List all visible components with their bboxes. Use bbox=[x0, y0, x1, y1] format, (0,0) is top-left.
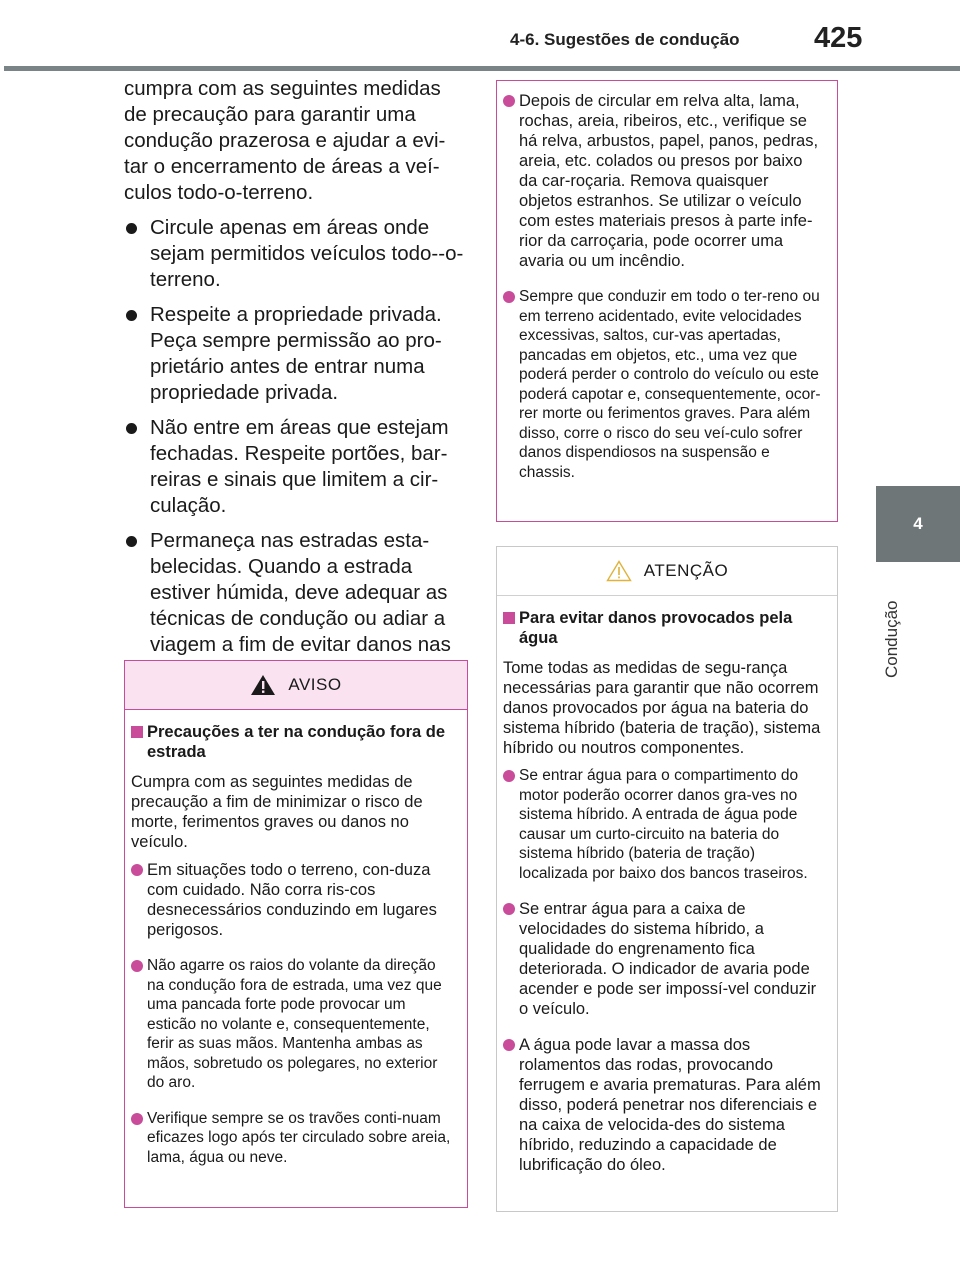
aviso-body bbox=[125, 710, 467, 1167]
bullet-icon bbox=[503, 95, 515, 107]
list-item bbox=[124, 215, 469, 293]
list-item bbox=[503, 899, 825, 1019]
aviso-heading bbox=[131, 722, 455, 762]
item-text: Sempre que conduzir em todo o ter-reno ou em terreno acidentado, evite velocidades excessivas, saltos, cur-vas apertadas, pancadas em objetos, etc., uma vez que poderá perder o controlo do veículo ou este poderá capotar e, consequentemente, ocor-rer morte ou ferimentos graves. Para além disso, corre o risco do seu veí-culo sofrer danos dispendiosos na suspensão e chassis. bbox=[519, 288, 821, 481]
atencao-label: ATENÇÃO bbox=[643, 561, 729, 580]
bullet-icon bbox=[131, 960, 143, 972]
atencao-list bbox=[503, 766, 825, 1175]
item-text: Não agarre os raios do volante da direção na condução fora de estrada, uma vez que uma pancada forte pode provocar um esticão no volante e, consequentemente, ferir as suas mãos. Mantenha ambas as mãos, sobretudo os polegares, no exterior do aro. bbox=[147, 957, 442, 1091]
list-item bbox=[503, 287, 825, 482]
bullet-text: Permaneça nas estradas esta-belecidas. Quando a estrada estiver húmida, deve adequar as técnicas de condução ou adiar a viagem a fim de evitar danos nas bbox=[150, 529, 451, 656]
list-item bbox=[503, 766, 825, 883]
aviso-intro: Cumpra com as seguintes medidas de precaução a fim de minimizar o risco de morte, ferimentos graves ou danos no veículo. bbox=[131, 773, 423, 851]
list-item bbox=[503, 91, 825, 271]
item-text: A água pode lavar a massa dos rolamentos das rodas, provocando ferrugem e avaria prematuras. Para além disso, poderá penetrar nos diferenciais e na caixa de velocida-des do sistema híbrido, reduzindo a capacidade de lubrificação do óleo. bbox=[519, 1036, 821, 1174]
bullet-text: Circule apenas em áreas onde sejam permitidos veículos todo--o-terreno. bbox=[150, 216, 464, 291]
left-column bbox=[124, 76, 469, 693]
caution-triangle-icon bbox=[606, 560, 632, 582]
atencao-body bbox=[497, 596, 837, 1175]
atencao-box bbox=[496, 546, 838, 1212]
bullet-icon bbox=[503, 291, 515, 303]
bullet-icon bbox=[131, 1113, 143, 1125]
bullet-icon bbox=[503, 903, 515, 915]
list-item bbox=[503, 1035, 825, 1175]
aviso-heading-text: Precauções a ter na condução fora de estrada bbox=[147, 723, 446, 761]
section-title: 4-6. Sugestões de condução bbox=[510, 30, 740, 49]
bullet-icon bbox=[503, 1039, 515, 1051]
page-number: 425 bbox=[814, 22, 863, 54]
item-text: Depois de circular em relva alta, lama, rochas, areia, ribeiros, etc., verifique se há relva, arbustos, papel, panos, pedras, areia, etc. colados ou presos por baixo da car-roçaria. Remova quaisquer objetos estranhos. Se utilizar o veículo com estes materiais presos à parte infe-rior da carroçaria, pode ocorrer uma avaria ou um incêndio. bbox=[519, 92, 819, 270]
intro-paragraph: cumpra com as seguintes medidas de precaução para garantir uma condução prazerosa e ajudar a evi-tar o encerramento de áreas a veí-culos todo-o-terreno. bbox=[124, 77, 446, 204]
header-divider bbox=[4, 66, 960, 71]
atencao-heading bbox=[503, 608, 825, 648]
list-item bbox=[124, 302, 469, 406]
item-text: Se entrar água para a caixa de velocidades do sistema híbrido, a qualidade do engrenamento fica deteriorada. O indicador de avaria pode acender e pode ser impossí-vel conduzir o veículo. bbox=[519, 900, 817, 1018]
aviso-header bbox=[125, 661, 467, 710]
bullet-icon bbox=[126, 423, 137, 434]
chapter-tab: 4 bbox=[876, 486, 960, 562]
list-item bbox=[131, 1109, 455, 1168]
bullet-icon bbox=[126, 536, 137, 547]
list-item bbox=[131, 956, 455, 1093]
bullet-text: Não entre em áreas que estejam fechadas. Respeite portões, bar-reiras e sinais que limitem a cir-culação. bbox=[150, 416, 449, 517]
atencao-intro: Tome todas as medidas de segu-rança necessárias para garantir que não ocorrem danos provocados por água na bateria do sistema híbrido (bateria de tração), sistema híbrido ou noutros componentes. bbox=[503, 659, 821, 757]
aviso-label: AVISO bbox=[288, 675, 342, 694]
list-item bbox=[131, 860, 455, 940]
bullet-text: Respeite a propriedade privada. Peça sempre permissão ao pro-prietário antes de entrar numa propriedade privada. bbox=[150, 303, 442, 404]
bullet-icon bbox=[131, 864, 143, 876]
continued-warning-box bbox=[496, 80, 838, 522]
item-text: Se entrar água para o compartimento do motor poderão ocorrer danos gra-ves no sistema híbrido. A entrada de água pode causar um curto-circuito na bateria do sistema híbrido (bateria de tração) localizada por baixo dos bancos traseiros. bbox=[519, 767, 808, 882]
atencao-header bbox=[497, 547, 837, 596]
atencao-heading-text: Para evitar danos provocados pela água bbox=[519, 609, 793, 647]
square-bullet-icon bbox=[503, 612, 515, 624]
bullet-icon bbox=[126, 223, 137, 234]
bullet-list bbox=[124, 215, 469, 684]
bullet-icon bbox=[126, 310, 137, 321]
bullet-icon bbox=[503, 770, 515, 782]
square-bullet-icon bbox=[131, 726, 143, 738]
aviso-box bbox=[124, 660, 468, 1208]
continued-body bbox=[497, 81, 837, 482]
warning-triangle-icon bbox=[250, 674, 276, 696]
list-item bbox=[124, 415, 469, 519]
chapter-name: Condução bbox=[882, 600, 901, 678]
continued-list bbox=[503, 91, 825, 482]
item-text: Em situações todo o terreno, con-duza com cuidado. Não corra ris-cos desnecessários conduzindo em lugares perigosos. bbox=[147, 861, 437, 939]
item-text: Verifique sempre se os travões conti-nuam eficazes logo após ter circulado sobre areia, lama, água ou neve. bbox=[147, 1109, 451, 1166]
aviso-list bbox=[131, 860, 455, 1167]
